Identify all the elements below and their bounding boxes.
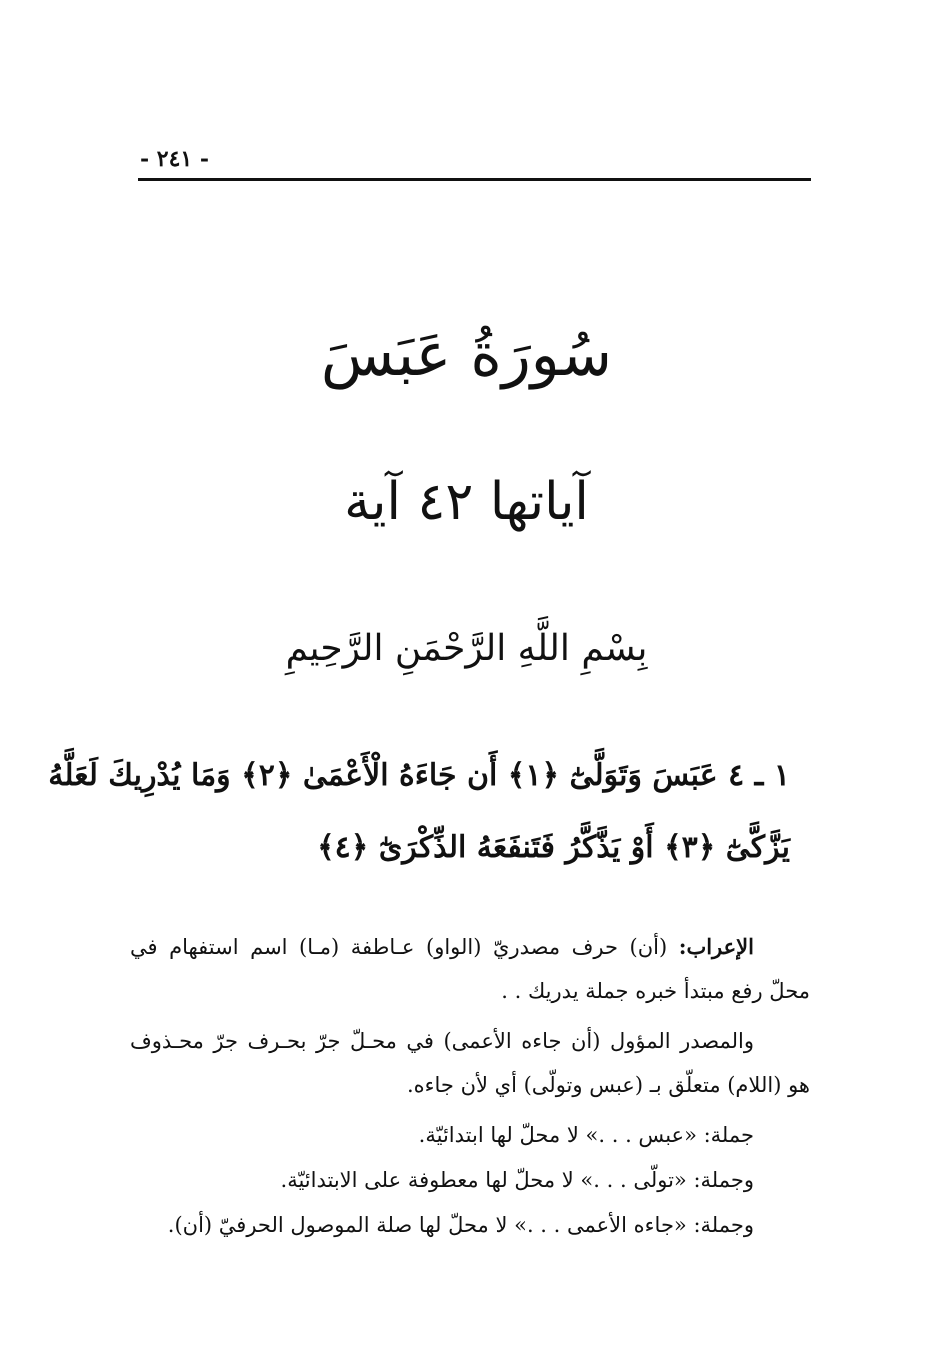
sentence-analysis-3: وجملة: «جاءه الأعمى . . .» لا محلّ لها صلة الموصول الحرفيّ (أن). (167, 1213, 754, 1237)
grammar-analysis (130, 925, 810, 1248)
sentence-analysis-1: جملة: «عبس . . .» لا محلّ لها ابتدائيّة. (418, 1123, 754, 1147)
verse-count: آياتها ٤٢ آية (344, 472, 589, 532)
basmala: بِسْمِ اللَّهِ الرَّحْمَنِ الرَّحِيمِ (285, 628, 648, 669)
quran-verses (48, 740, 790, 884)
analysis-paragraph-2: والمصدر المؤول (أن جاءه الأعمى) في محـلّ جرّ بحـرف جرّ محـذوف هو (اللام) متعلّق بـ (عبس وتولّى) أي لأن جاءه. (130, 1029, 810, 1097)
verse-line-2: يَزَّكَّىٰٓ ﴿٣﴾ أَوْ يَذَّكَّرُ فَتَنفَعَهُ الذِّكْرَىٰٓ ﴿٤﴾ (317, 830, 790, 865)
verse-line-1: ١ ـ ٤ عَبَسَ وَتَوَلَّىٰٓ ﴿١﴾ أَن جَاءَهُ الْأَعْمَىٰ ﴿٢﴾ وَمَا يُدْرِيكَ لَعَلَّهُ (48, 758, 790, 793)
analysis-paragraph-1-text: (أن) حرف مصدريّ (الواو) عـاطفة (مـا) اسم استفهام في محلّ رفع مبتدأ خبره جملة يدريك . . (130, 935, 810, 1003)
surah-title: سُورَةُ عَبَسَ (320, 320, 613, 390)
page-number: - ٢٤١ - (140, 146, 210, 172)
header-divider (138, 178, 811, 181)
sentence-analysis-2: وجملة: «تولّى . . .» لا محلّ لها معطوفة على الابتدائيّة. (280, 1168, 754, 1192)
analysis-paragraph-1 (130, 925, 810, 1013)
analysis-label: الإعراب: (678, 934, 754, 959)
